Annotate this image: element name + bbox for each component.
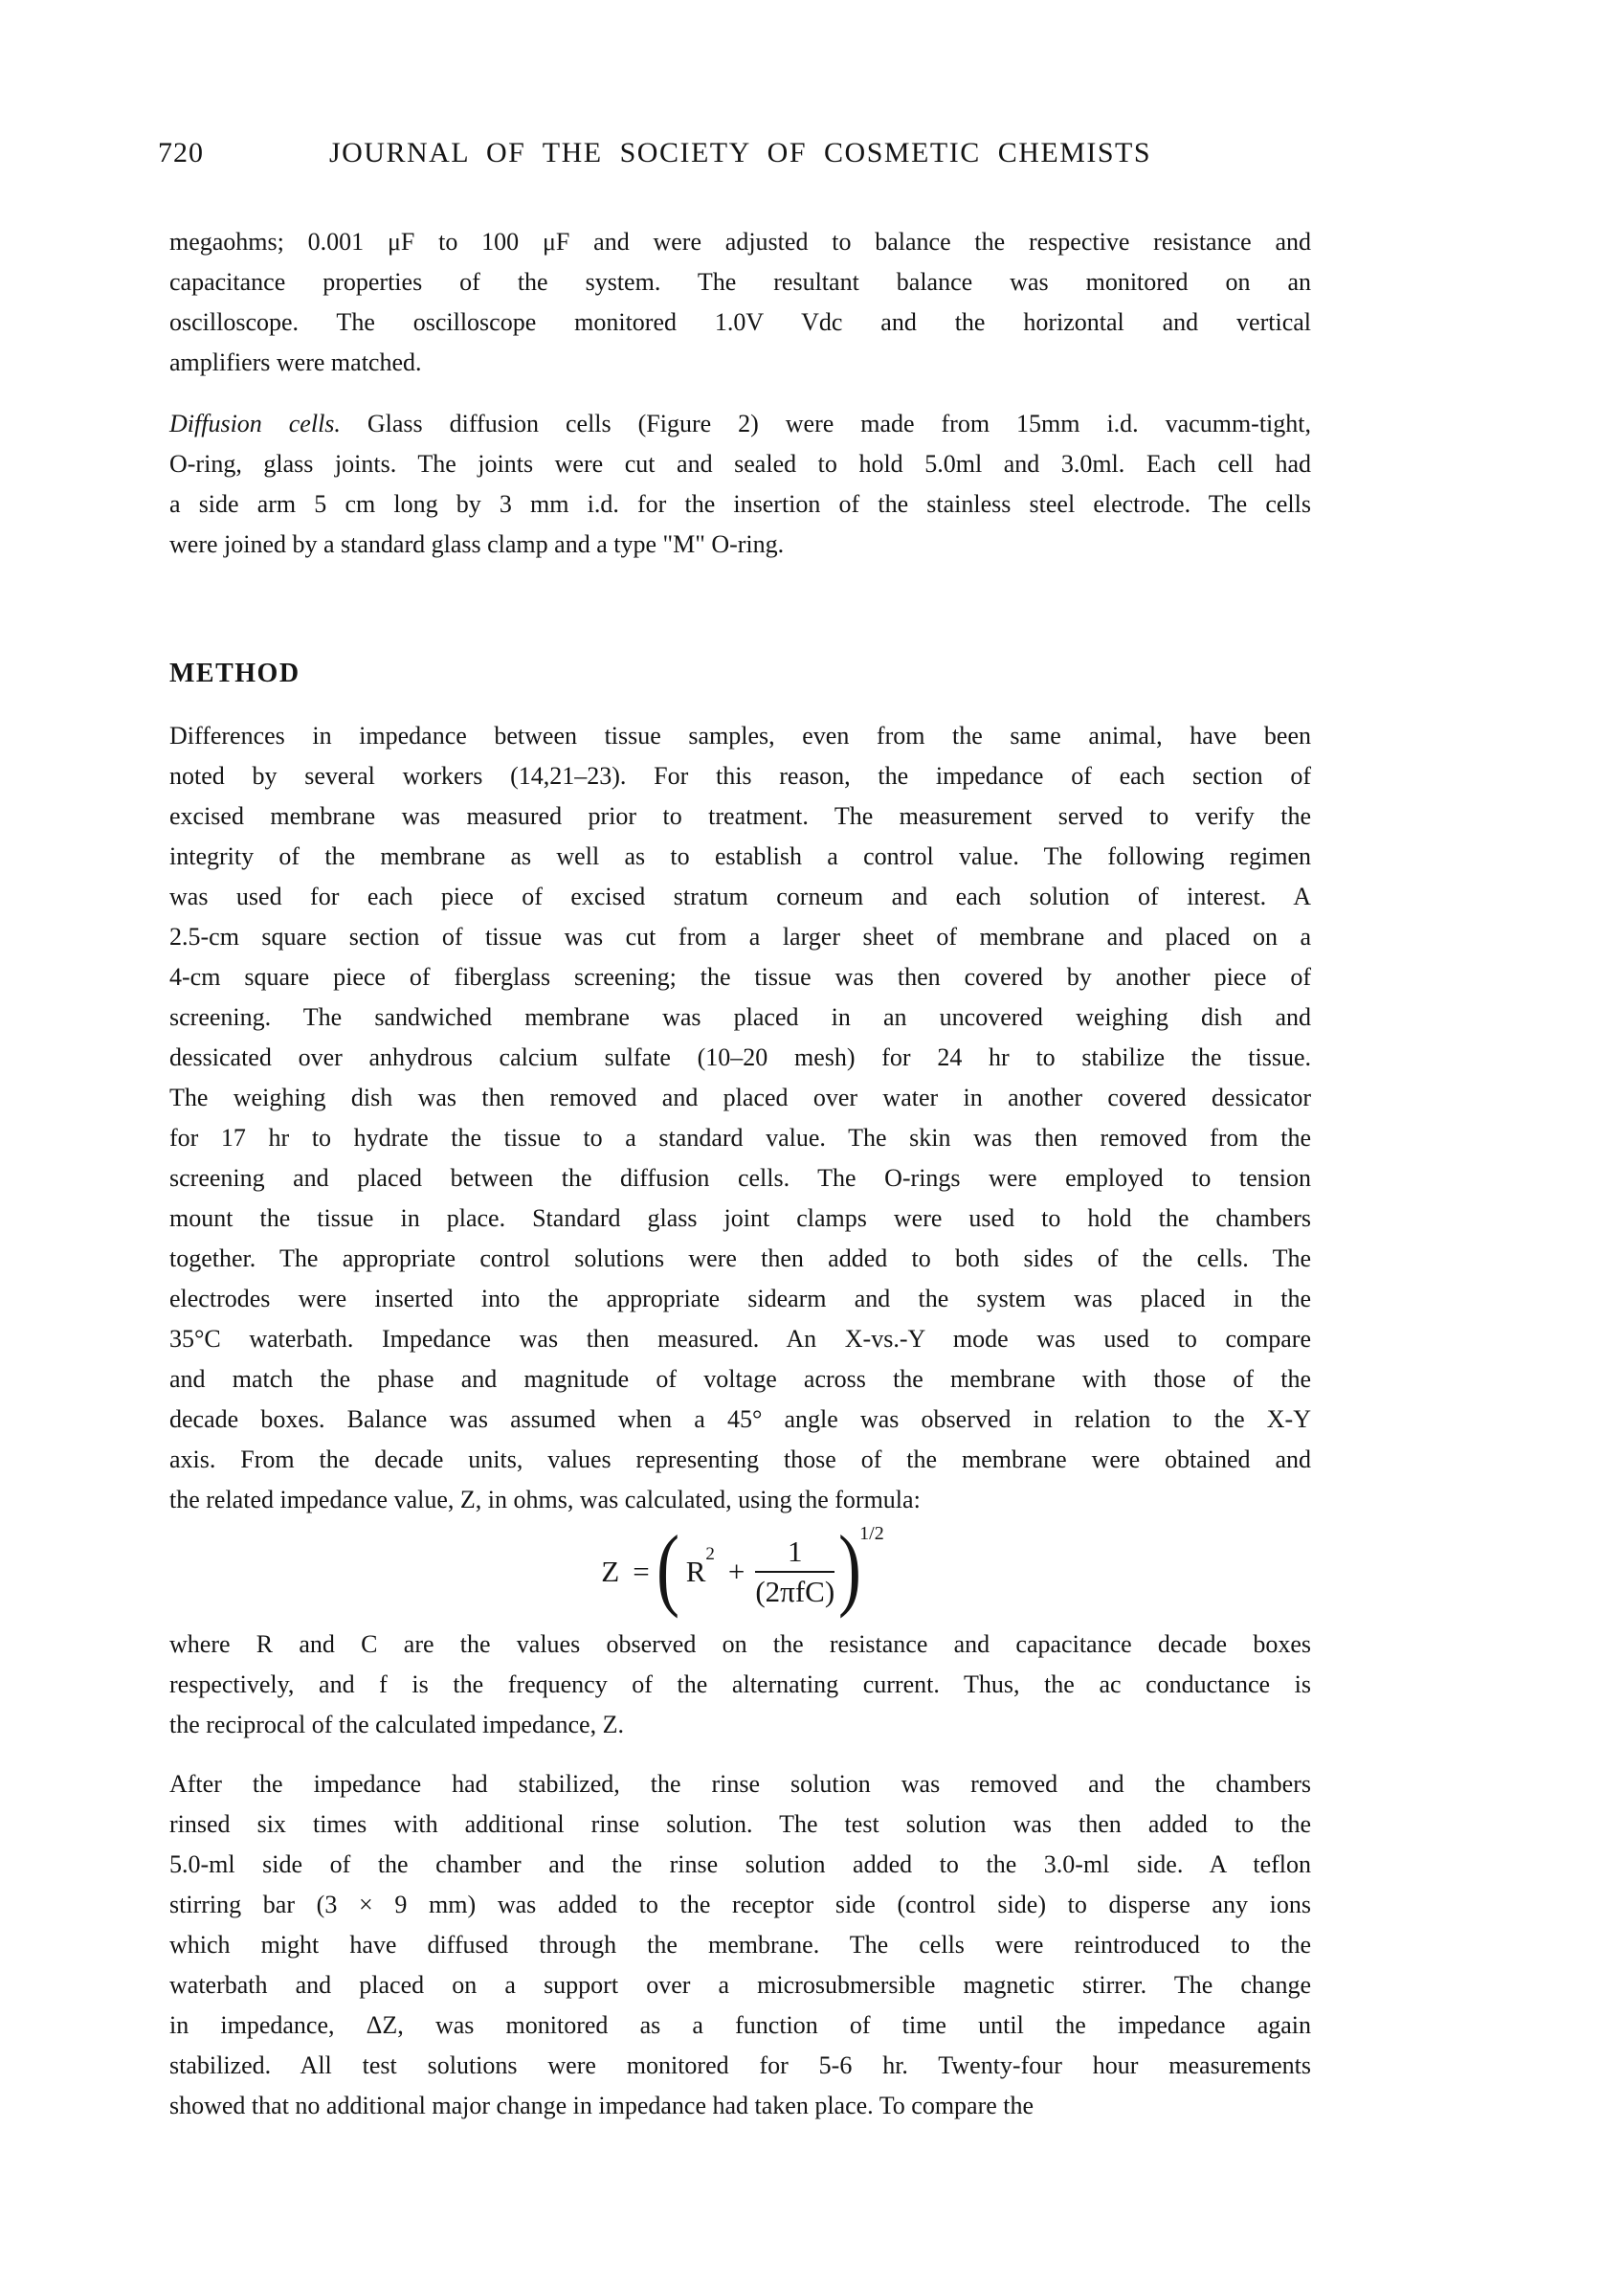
text-line: a side arm 5 cm long by 3 mm i.d. for the insertion of the stainless steel electrode. The cells [169,490,1311,518]
text-line: Diffusion cells. Glass diffusion cells (Figure 2) were made from 15mm i.d. vacumm-tight, [169,410,1311,437]
text-line: dessicated over anhydrous calcium sulfate (10–20 mesh) for 24 hr to stabilize the tissue. [169,1043,1311,1071]
close-paren: ) [838,1516,862,1619]
method-heading: METHOD [169,659,300,688]
text-line: rinsed six times with additional rinse solution. The test solution was then added to the [169,1810,1311,1838]
formula-lhs: Z [601,1555,620,1588]
open-paren: ( [656,1516,679,1619]
text-line: integrity of the membrane as well as to establish a control value. The following regimen [169,842,1311,870]
text-line: amplifiers were matched. [169,348,422,376]
text-line: the related impedance value, Z, in ohms, was calculated, using the formula: [169,1486,921,1513]
text-line: and match the phase and magnitude of voltage across the membrane with those of the [169,1365,1311,1393]
resistance-exponent: 2 [705,1543,715,1564]
text-line: electrodes were inserted into the appropriate sidearm and the system was placed in the [169,1285,1311,1312]
paragraph-oscilloscope [169,222,1311,383]
paragraph-diffusion-cells [169,404,1311,565]
text-line: stabilized. All test solutions were monitored for 5-6 hr. Twenty-four hour measurements [169,2051,1311,2079]
text-line: for 17 hr to hydrate the tissue to a standard value. The skin was then removed from the [169,1124,1311,1152]
fraction-numerator: 1 [755,1535,834,1573]
page-number: 720 [158,137,204,168]
resistance-term: $R^2$ [685,1543,715,1588]
text-line: 4-cm square piece of fiberglass screening; the tissue was then covered by another piece of [169,963,1311,991]
text-line: oscilloscope. The oscilloscope monitored 1.0V Vdc and the horizontal and vertical [169,308,1311,336]
text-line: 2.5-cm square section of tissue was cut from a larger sheet of membrane and placed on a [169,923,1311,951]
text-line: axis. From the decade units, values representing those of the membrane were obtained and [169,1445,1311,1473]
text-line: together. The appropriate control solutions were then added to both sides of the cells. The [169,1244,1311,1272]
text-line: O-ring, glass joints. The joints were cut and sealed to hold 5.0ml and 3.0ml. Each cell had [169,450,1311,478]
text-line: excised membrane was measured prior to treatment. The measurement served to verify the [169,802,1311,830]
text-line: where R and C are the values observed on the resistance and capacitance decade boxes [169,1630,1311,1658]
text-line: megaohms; 0.001 μF to 100 μF and were adjusted to balance the respective resistance and [169,228,1311,256]
text-line: in impedance, ΔZ, was monitored as a function of time until the impedance again [169,2011,1311,2039]
paragraph-where-definitions [169,1624,1311,1745]
text-line: 35°C waterbath. Impedance was then measured. An X-vs.-Y mode was used to compare [169,1325,1311,1353]
text-line: the reciprocal of the calculated impedance, Z. [169,1711,624,1738]
journal-title: JOURNAL OF THE SOCIETY OF COSMETIC CHEMISTS [328,137,1152,168]
capacitance-fraction [755,1535,834,1609]
text-line: noted by several workers (14,21–23). For this reason, the impedance of each section of [169,762,1311,790]
text-line: which might have diffused through the membrane. The cells were reintroduced to the [169,1931,1311,1959]
text-line: waterbath and placed on a support over a microsubmersible magnetic stirrer. The change [169,1971,1311,1999]
text-line: screening and placed between the diffusion cells. The O-rings were employed to tension [169,1164,1311,1192]
fraction-denominator: (2πfC) [755,1575,835,1608]
plus-sign: + [727,1555,745,1588]
text-line: 5.0-ml side of the chamber and the rinse solution added to the 3.0-ml side. A teflon [169,1850,1311,1878]
text-line: was used for each piece of excised stratum corneum and each solution of interest. A [169,883,1311,910]
running-head [158,137,1311,179]
impedance-formula [169,1516,1311,1624]
paragraph-method-procedure [169,716,1311,1520]
text-line: stirring bar (3 × 9 mm) was added to the receptor side (control side) to disperse any ions [169,1891,1311,1918]
equals-sign: = [633,1555,650,1588]
italic-lead-in: Diffusion cells. [169,410,341,437]
text-line: Differences in impedance between tissue samples, even from the same animal, have been [169,722,1311,750]
text-line: respectively, and f is the frequency of the alternating current. Thus, the ac conductance is [169,1670,1311,1698]
outer-exponent: 1/2 [859,1522,884,1544]
text-line: mount the tissue in place. Standard glass joint clamps were used to hold the chambers [169,1204,1311,1232]
text-line: The weighing dish was then removed and placed over water in another covered dessicator [169,1084,1311,1111]
text-line: showed that no additional major change in impedance had taken place. To compare the [169,2092,1034,2119]
text-line: were joined by a standard glass clamp and a type "M" O-ring. [169,530,785,558]
text-line: screening. The sandwiched membrane was placed in an uncovered weighing dish and [169,1003,1311,1031]
paragraph-after-stabilization [169,1764,1311,2126]
text-line: After the impedance had stabilized, the rinse solution was removed and the chambers [169,1770,1311,1798]
text-line: decade boxes. Balance was assumed when a 45° angle was observed in relation to the X-Y [169,1405,1311,1433]
text-line: capacitance properties of the system. The resultant balance was monitored on an [169,268,1311,296]
